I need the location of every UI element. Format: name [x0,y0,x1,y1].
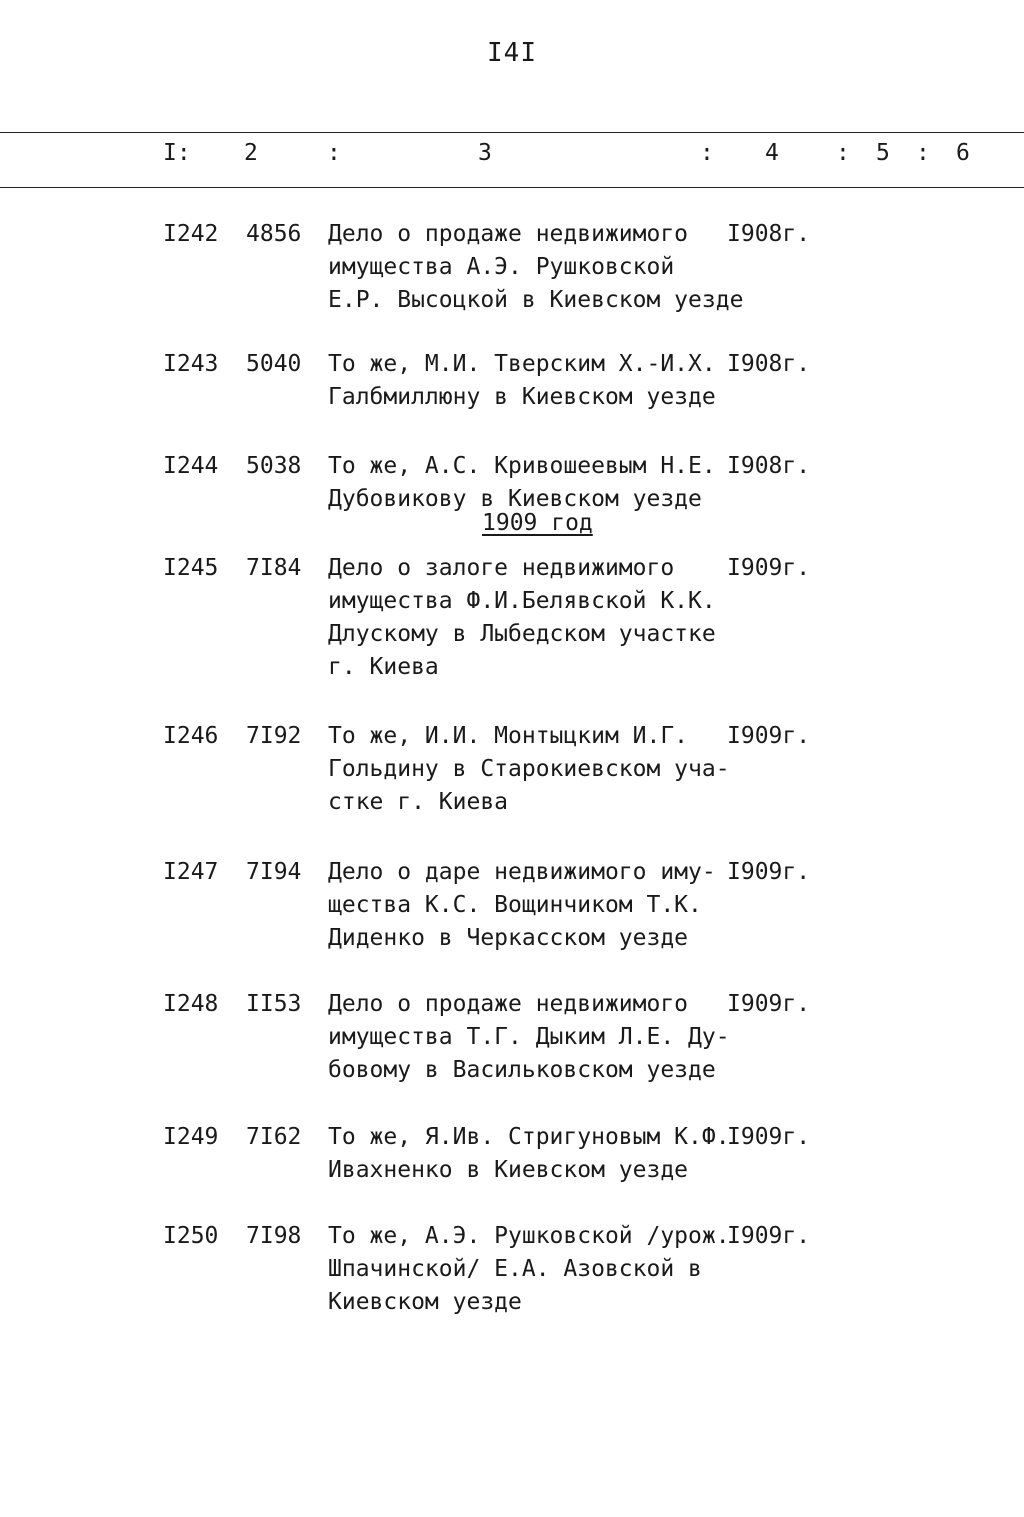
entry-code: 5038 [246,453,302,479]
entry-year: I909г. [727,555,811,581]
description-line: Е.Р. Высоцкой в Киевском уезде [328,287,744,313]
description-line: Шпачинской/ Е.А. Азовской в [328,1256,702,1282]
description-line: имущества Ф.И.Белявской К.К. [328,588,716,614]
entry-description [328,218,744,317]
entry-code: 5040 [246,351,302,377]
header-col-3: 3 [478,140,492,166]
header-top-rule [0,132,1024,133]
entry-description [328,988,728,1087]
entry-code: 7I98 [246,1223,302,1249]
description-line: Гольдину в Старокиевском уча- [328,756,730,782]
header-separator-1: : [327,140,341,166]
entry-code: 4856 [246,221,302,247]
header-col-6: 6 [956,140,970,166]
entry-year: I908г. [727,453,811,479]
description-line: г. Киева [328,654,439,680]
description-line: То же, А.Э. Рушковской /урож. [328,1223,730,1249]
table-header [0,140,1024,170]
description-line: Киевском уезде [328,1289,522,1315]
entry-year: I909г. [727,1223,811,1249]
entry-number: I245 [163,555,219,581]
header-bottom-rule [0,187,1024,188]
entry-year: I908г. [727,221,811,247]
description-line: Дубовикову в Киевском уезде [328,486,702,512]
description-line: Галбмиллюну в Киевском уезде [328,384,716,410]
entry-year: I909г. [727,723,811,749]
entry-number: I250 [163,1223,219,1249]
description-line: То же, Я.Ив. Стригуновым К.Ф. [328,1124,730,1150]
entry-code: II53 [246,991,302,1017]
description-line: Диденко в Черкасском уезде [328,925,689,951]
description-line: имущества А.Э. Рушковской [328,254,675,280]
entry-description [328,450,728,516]
header-col-4: 4 [765,140,779,166]
description-line: Ивахненко в Киевском уезде [328,1157,689,1183]
entry-description [328,1121,728,1187]
description-line: имущества Т.Г. Дыким Л.Е. Ду- [328,1024,730,1050]
description-line: Дело о даре недвижимого иму- [328,859,716,885]
entry-number: I242 [163,221,219,247]
header-separator-4: : [916,140,930,166]
entry-description [328,856,728,955]
entry-number: I247 [163,859,219,885]
description-line: То же, И.И. Монтыцким И.Г. [328,723,689,749]
description-line: стке г. Киева [328,789,509,815]
entry-description [328,348,728,414]
entry-code: 7I62 [246,1124,302,1150]
page-number: I4I [487,38,537,68]
entry-code: 7I84 [246,555,302,581]
header-col-5: 5 [876,140,890,166]
header-col-1: I: [163,140,191,166]
description-line: Дело о продаже недвижимого [328,221,689,247]
entry-code: 7I94 [246,859,302,885]
header-col-2: 2 [244,140,258,166]
description-line: Дело о продаже недвижимого [328,991,689,1017]
header-separator-3: : [836,140,850,166]
entry-number: I243 [163,351,219,377]
entry-description [328,552,728,684]
entry-year: I908г. [727,351,811,377]
section-title-1909: 1909 год [482,510,593,536]
header-separator-2: : [700,140,714,166]
entry-year: I909г. [727,859,811,885]
description-line: То же, М.И. Тверским Х.-И.Х. [328,351,716,377]
entry-description [328,720,728,819]
description-line: Длускому в Лыбедском участке [328,621,716,647]
description-line: Дело о залоге недвижимого [328,555,675,581]
description-line: бовому в Васильковском уезде [328,1057,716,1083]
entry-number: I244 [163,453,219,479]
entry-number: I246 [163,723,219,749]
description-line: щества К.С. Вощинчиком Т.К. [328,892,702,918]
description-line: То же, А.С. Кривошеевым Н.Е. [328,453,716,479]
entry-year: I909г. [727,991,811,1017]
entry-number: I248 [163,991,219,1017]
entry-number: I249 [163,1124,219,1150]
entry-description [328,1220,728,1319]
entry-code: 7I92 [246,723,302,749]
entry-year: I909г. [727,1124,811,1150]
